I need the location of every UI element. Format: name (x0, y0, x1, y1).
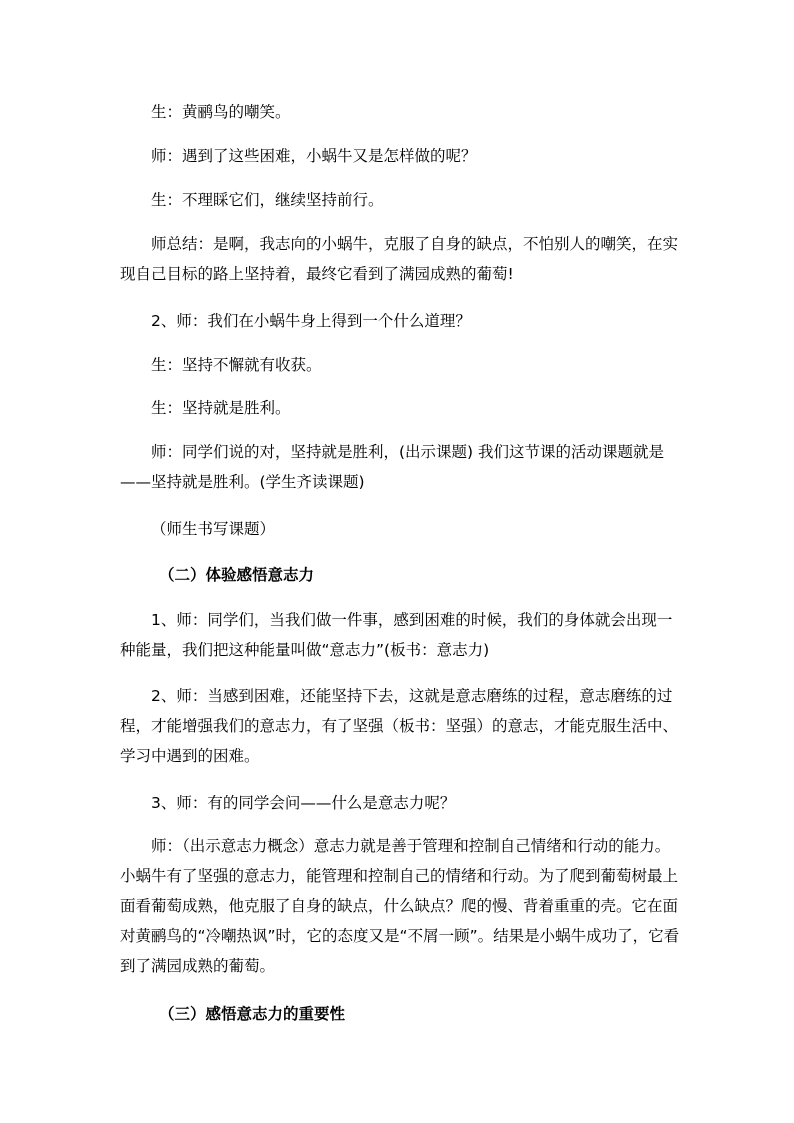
dialogue-teacher-question: 师：遇到了这些困难，小蜗牛又是怎样做的呢？ (151, 147, 477, 165)
dialogue-teacher-summary: 师总结：是啊，我志向的小蜗牛，克服了自身的缺点，不怕别人的嘲笑，在实现自己目标的路上坚持着，最终它看到了满园成熟的葡萄! (120, 235, 679, 283)
dialogue-student-answer-3: 生：坚持就是胜利。 (151, 399, 291, 417)
dialogue-teacher-question-2: 2、师：我们在小蜗牛身上得到一个什么道理？ (151, 312, 471, 330)
teacher-explanation: 师：（出示意志力概念）意志力就是善于管理和控制自己情绪和行动的能力。小蜗牛有了坚强的意志力，能管理和控制自己的情绪和行动。为了爬到葡萄树最上面看葡萄成熟，他克服了自身的缺点，什么缺点？爬的慢、背着重重的壳。它在面对黄鹂鸟的“冷嘲热讽”时，它的态度又是“不屑一顾”。结果是小蜗牛成功了，它看到了满园成熟的葡萄。 (120, 837, 680, 975)
teacher-point-3: 3、师：有的同学会问——什么是意志力呢？ (151, 794, 456, 812)
dialogue-teacher-topic: 师：同学们说的对，坚持就是胜利，(出示课题) 我们这节课的活动课题就是——坚持就是胜利。(学生齐读课题) (120, 443, 665, 491)
teacher-point-1: 1、师：同学们，当我们做一件事，感到困难的时候，我们的身体就会出现一种能量，我们把这种能量叫做“意志力”(板书：意志力) (120, 611, 673, 659)
teacher-point-2: 2、师：当感到困难，还能坚持下去，这就是意志磨练的过程，意志磨练的过程，才能增强我们的意志力，有了坚强（板书：坚强）的意志，才能克服生活中、学习中遇到的困难。 (120, 687, 679, 765)
dialogue-student-answer: 生：不理睬它们，继续坚持前行。 (151, 191, 384, 209)
section-heading-2: （二）体验感悟意志力 (159, 566, 315, 584)
dialogue-student-oriole: 生：黄鹂鸟的嘲笑。 (151, 103, 291, 121)
dialogue-student-answer-2: 生：坚持不懈就有收获。 (151, 356, 322, 374)
section-heading-3: （三）感悟意志力的重要性 (159, 1005, 346, 1023)
note-write-topic: （师生书写课题） (151, 520, 276, 538)
